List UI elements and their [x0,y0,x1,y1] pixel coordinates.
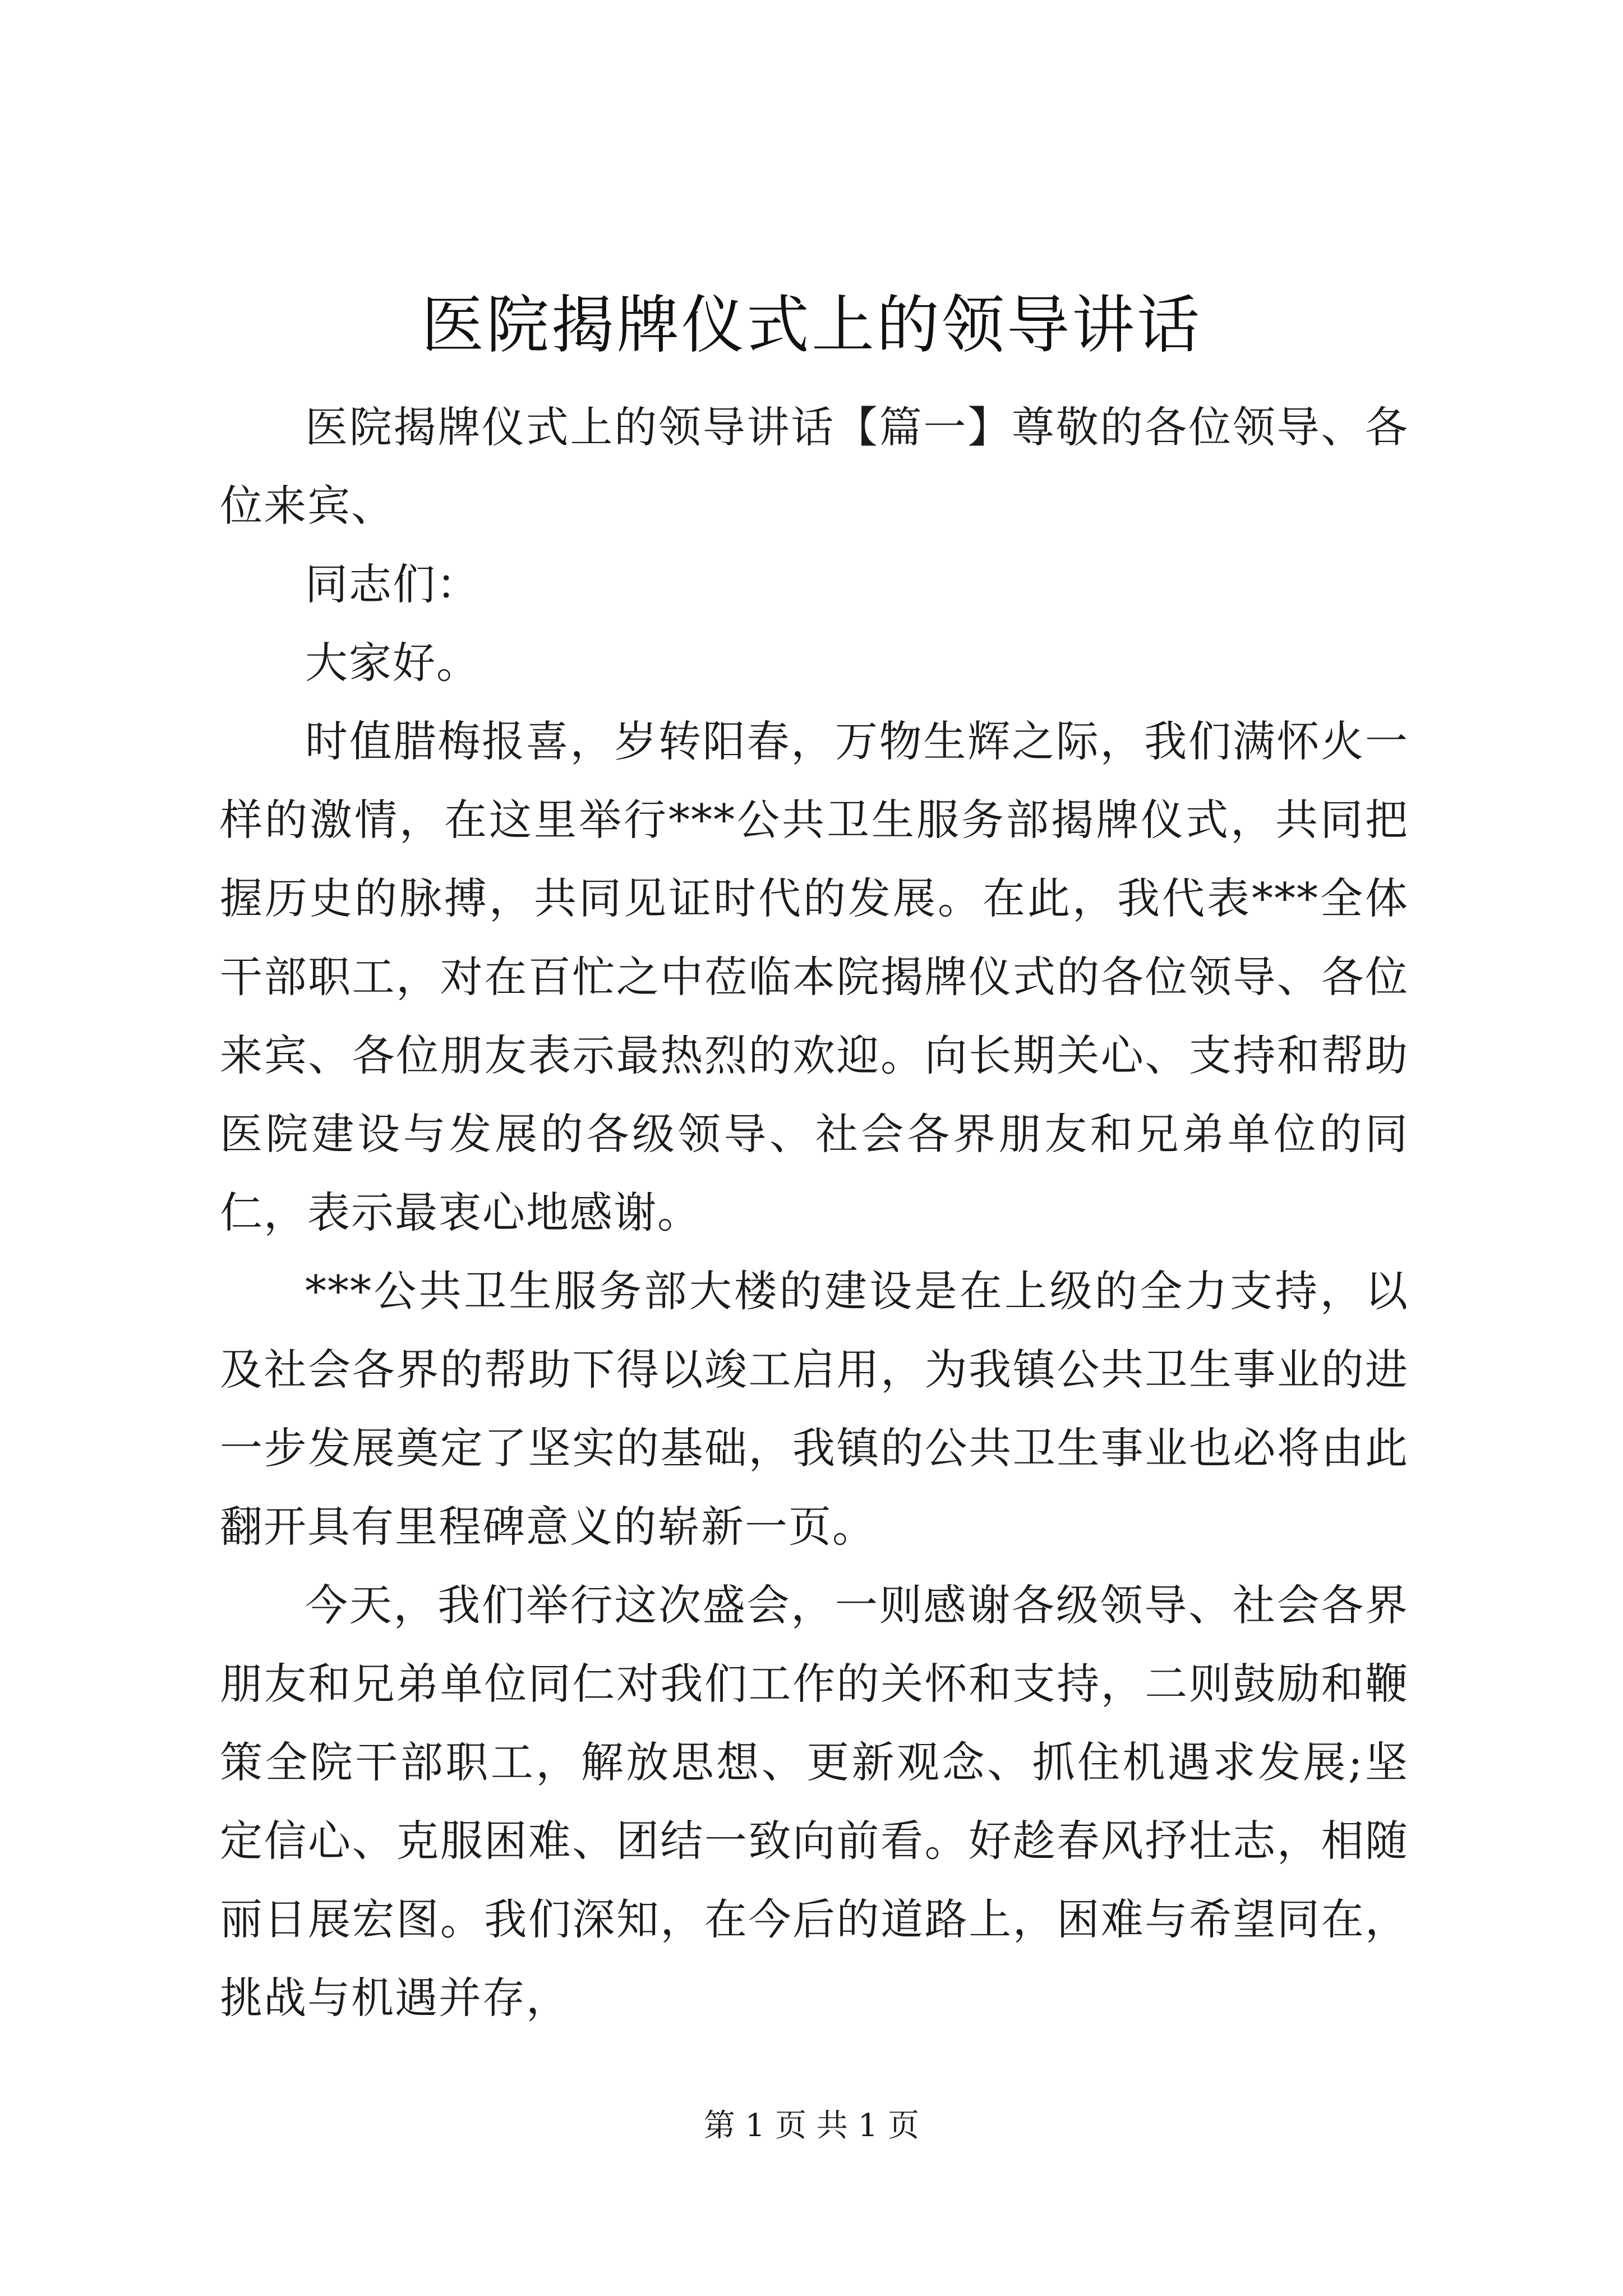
paragraph-greeting: 医院揭牌仪式上的领导讲话【篇一】尊敬的各位领导、各位来宾、 [220,402,1409,531]
document-title: 医院揭牌仪式上的领导讲话 [421,289,1202,362]
paragraph-welcome: 时值腊梅报喜，岁转阳春，万物生辉之际，我们满怀火一样的激情，在这里举行***公共卫生服务部揭牌仪式，共同把握历史的脉搏，共同见证时代的发展。在此，我代表***全体干部职工，对在百忙之中莅临本院揭牌仪式的各位领导、各位来宾、各位朋友表示最热烈的欢迎。向长期关心、支持和帮助医院建设与发展的各级领导、社会各界朋友和兄弟单位的同仁，表示最衷心地感谢。 [220,716,1409,1237]
paragraph-salutation: 同志们： [305,559,480,609]
paragraph-hello: 大家好。 [305,638,480,688]
paragraph-today: 今天，我们举行这次盛会，一则感谢各级领导、社会各界朋友和兄弟单位同仁对我们工作的关怀和支持，二则鼓励和鞭策全院干部职工，解放思想、更新观念、抓住机遇求发展;坚定信心、克服困难、团结一致向前看。好趁春风抒壮志，相随丽日展宏图。我们深知，在今后的道路上，困难与希望同在，挑战与机遇并存， [220,1580,1409,2023]
paragraph-building: ***公共卫生服务部大楼的建设是在上级的全力支持，以及社会各界的帮助下得以竣工启用，为我镇公共卫生事业的进一步发展奠定了坚实的基础，我镇的公共卫生事业也必将由此翻开具有里程碑意义的崭新一页。 [220,1266,1409,1552]
page-number-footer: 第 1 页 共 1 页 [703,2108,920,2144]
document-body [220,388,1409,2037]
